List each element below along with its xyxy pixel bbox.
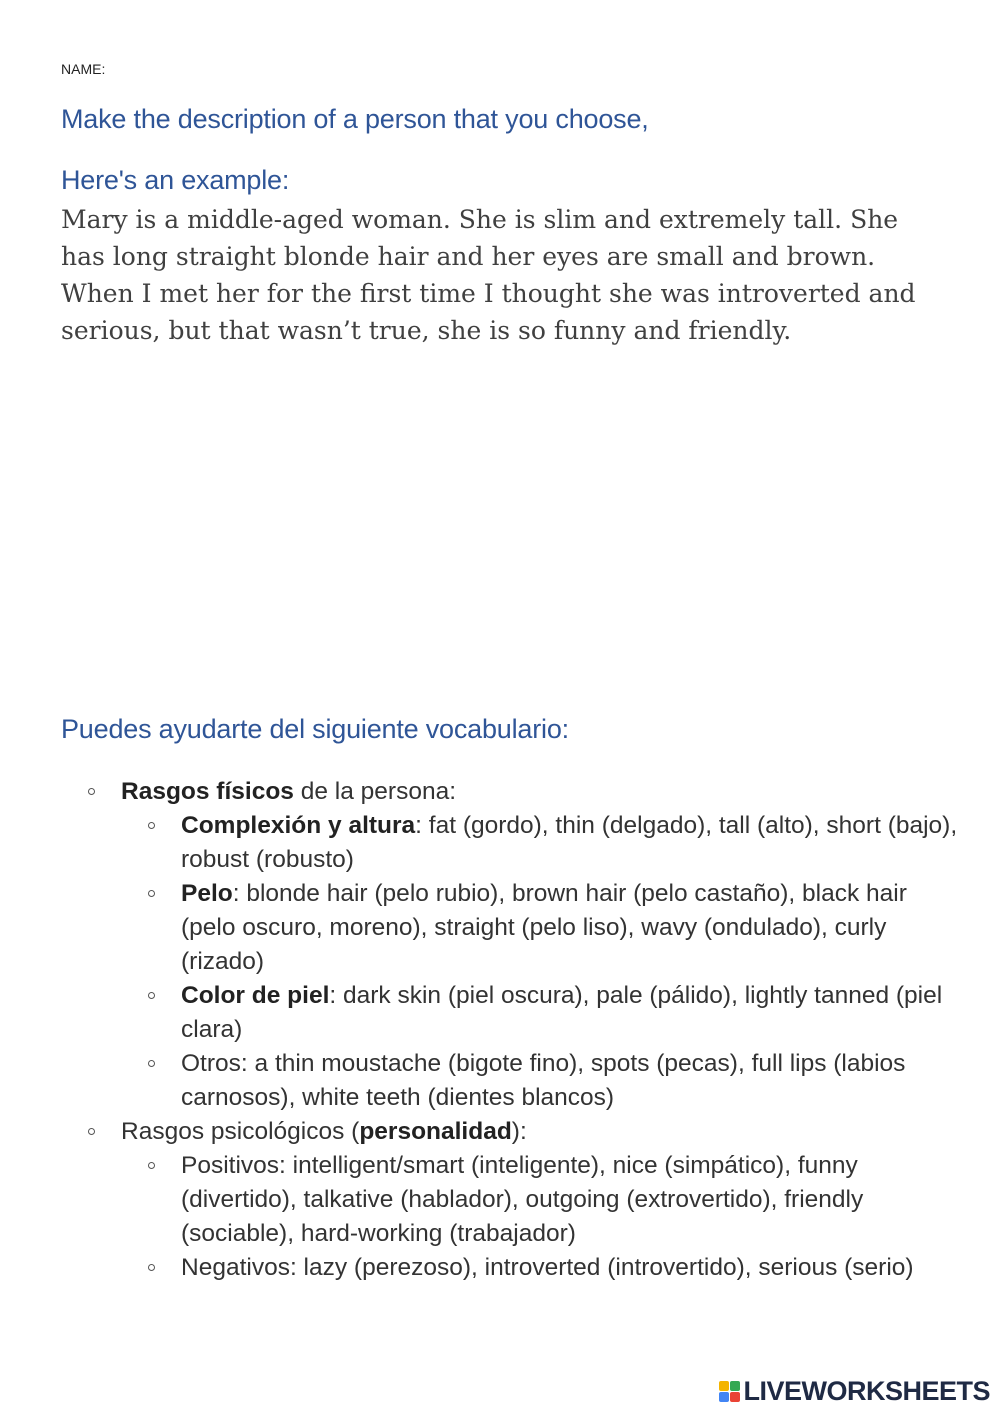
list-item bbox=[148, 1251, 968, 1285]
circle-bullet-icon bbox=[148, 992, 155, 999]
item-text: : fat (gordo), thin (delgado), tall (alto), short (bajo), robust (robusto) bbox=[181, 812, 958, 873]
name-label: NAME: bbox=[61, 61, 106, 77]
item-text: Negativos: lazy (perezoso), introverted (introvertido), serious (serio) bbox=[181, 1254, 914, 1281]
circle-bullet-icon bbox=[88, 1128, 95, 1135]
item-text: : blonde hair (pelo rubio), brown hair (pelo castaño), black hair (pelo oscuro, moreno), straight (pelo liso), wavy (ondulado), curly (rizado) bbox=[181, 880, 907, 975]
item-text: : dark skin (piel oscura), pale (pálido), lightly tanned (piel clara) bbox=[181, 982, 943, 1043]
logo-text: LIVEWORKSHEETS bbox=[743, 1376, 990, 1406]
item-label: Color de piel bbox=[181, 982, 330, 1009]
physical-traits-label: Rasgos físicos bbox=[121, 778, 294, 805]
personality-label: personalidad bbox=[359, 1118, 512, 1145]
physical-traits-suffix: de la persona: bbox=[293, 778, 457, 805]
liveworksheets-logo bbox=[719, 1376, 990, 1407]
psychological-traits-sublist bbox=[148, 1149, 968, 1285]
circle-bullet-icon bbox=[148, 822, 155, 829]
circle-bullet-icon bbox=[148, 1162, 155, 1169]
list-item bbox=[148, 1149, 968, 1251]
list-item bbox=[148, 877, 968, 979]
logo-square bbox=[730, 1392, 740, 1402]
list-item bbox=[148, 809, 968, 877]
list-item-physical-traits bbox=[88, 775, 968, 1115]
list-item-psychological-traits bbox=[88, 1115, 968, 1285]
example-heading: Here's an example: bbox=[61, 165, 290, 195]
list-item bbox=[148, 979, 968, 1047]
example-paragraph: Mary is a middle-aged woman. She is slim and extremely tall. She has long straight blonde hair and her eyes are small and brown. When I met her for the first time I thought she was introverted and serious, but that wasn’t true, she is so funny and friendly. bbox=[61, 205, 916, 345]
physical-traits-sublist bbox=[148, 809, 968, 1115]
vocabulary-heading: Puedes ayudarte del siguiente vocabulario: bbox=[61, 714, 569, 744]
logo-square bbox=[719, 1392, 729, 1402]
list-item bbox=[148, 1047, 968, 1115]
psychological-traits-prefix: Rasgos psicológicos ( bbox=[121, 1118, 360, 1145]
psychological-traits-suffix: ): bbox=[511, 1118, 527, 1145]
liveworksheets-logo-icon bbox=[719, 1381, 740, 1402]
item-label: Pelo bbox=[181, 880, 233, 907]
instruction-heading: Make the description of a person that you choose, bbox=[61, 104, 649, 134]
circle-bullet-icon bbox=[148, 1264, 155, 1271]
vocabulary-list bbox=[88, 775, 968, 1285]
item-text: Otros: a thin moustache (bigote fino), spots (pecas), full lips (labios carnosos), white teeth (dientes blancos) bbox=[181, 1050, 906, 1111]
item-label: Complexión y altura bbox=[181, 812, 416, 839]
circle-bullet-icon bbox=[148, 890, 155, 897]
logo-square bbox=[719, 1381, 729, 1391]
item-text: Positivos: intelligent/smart (inteligente), nice (simpático), funny (divertido), talkative (hablador), outgoing (extrovertido), friendly (sociable), hard-working (trabajador) bbox=[181, 1152, 864, 1247]
logo-square bbox=[730, 1381, 740, 1391]
circle-bullet-icon bbox=[148, 1060, 155, 1067]
circle-bullet-icon bbox=[88, 788, 95, 795]
